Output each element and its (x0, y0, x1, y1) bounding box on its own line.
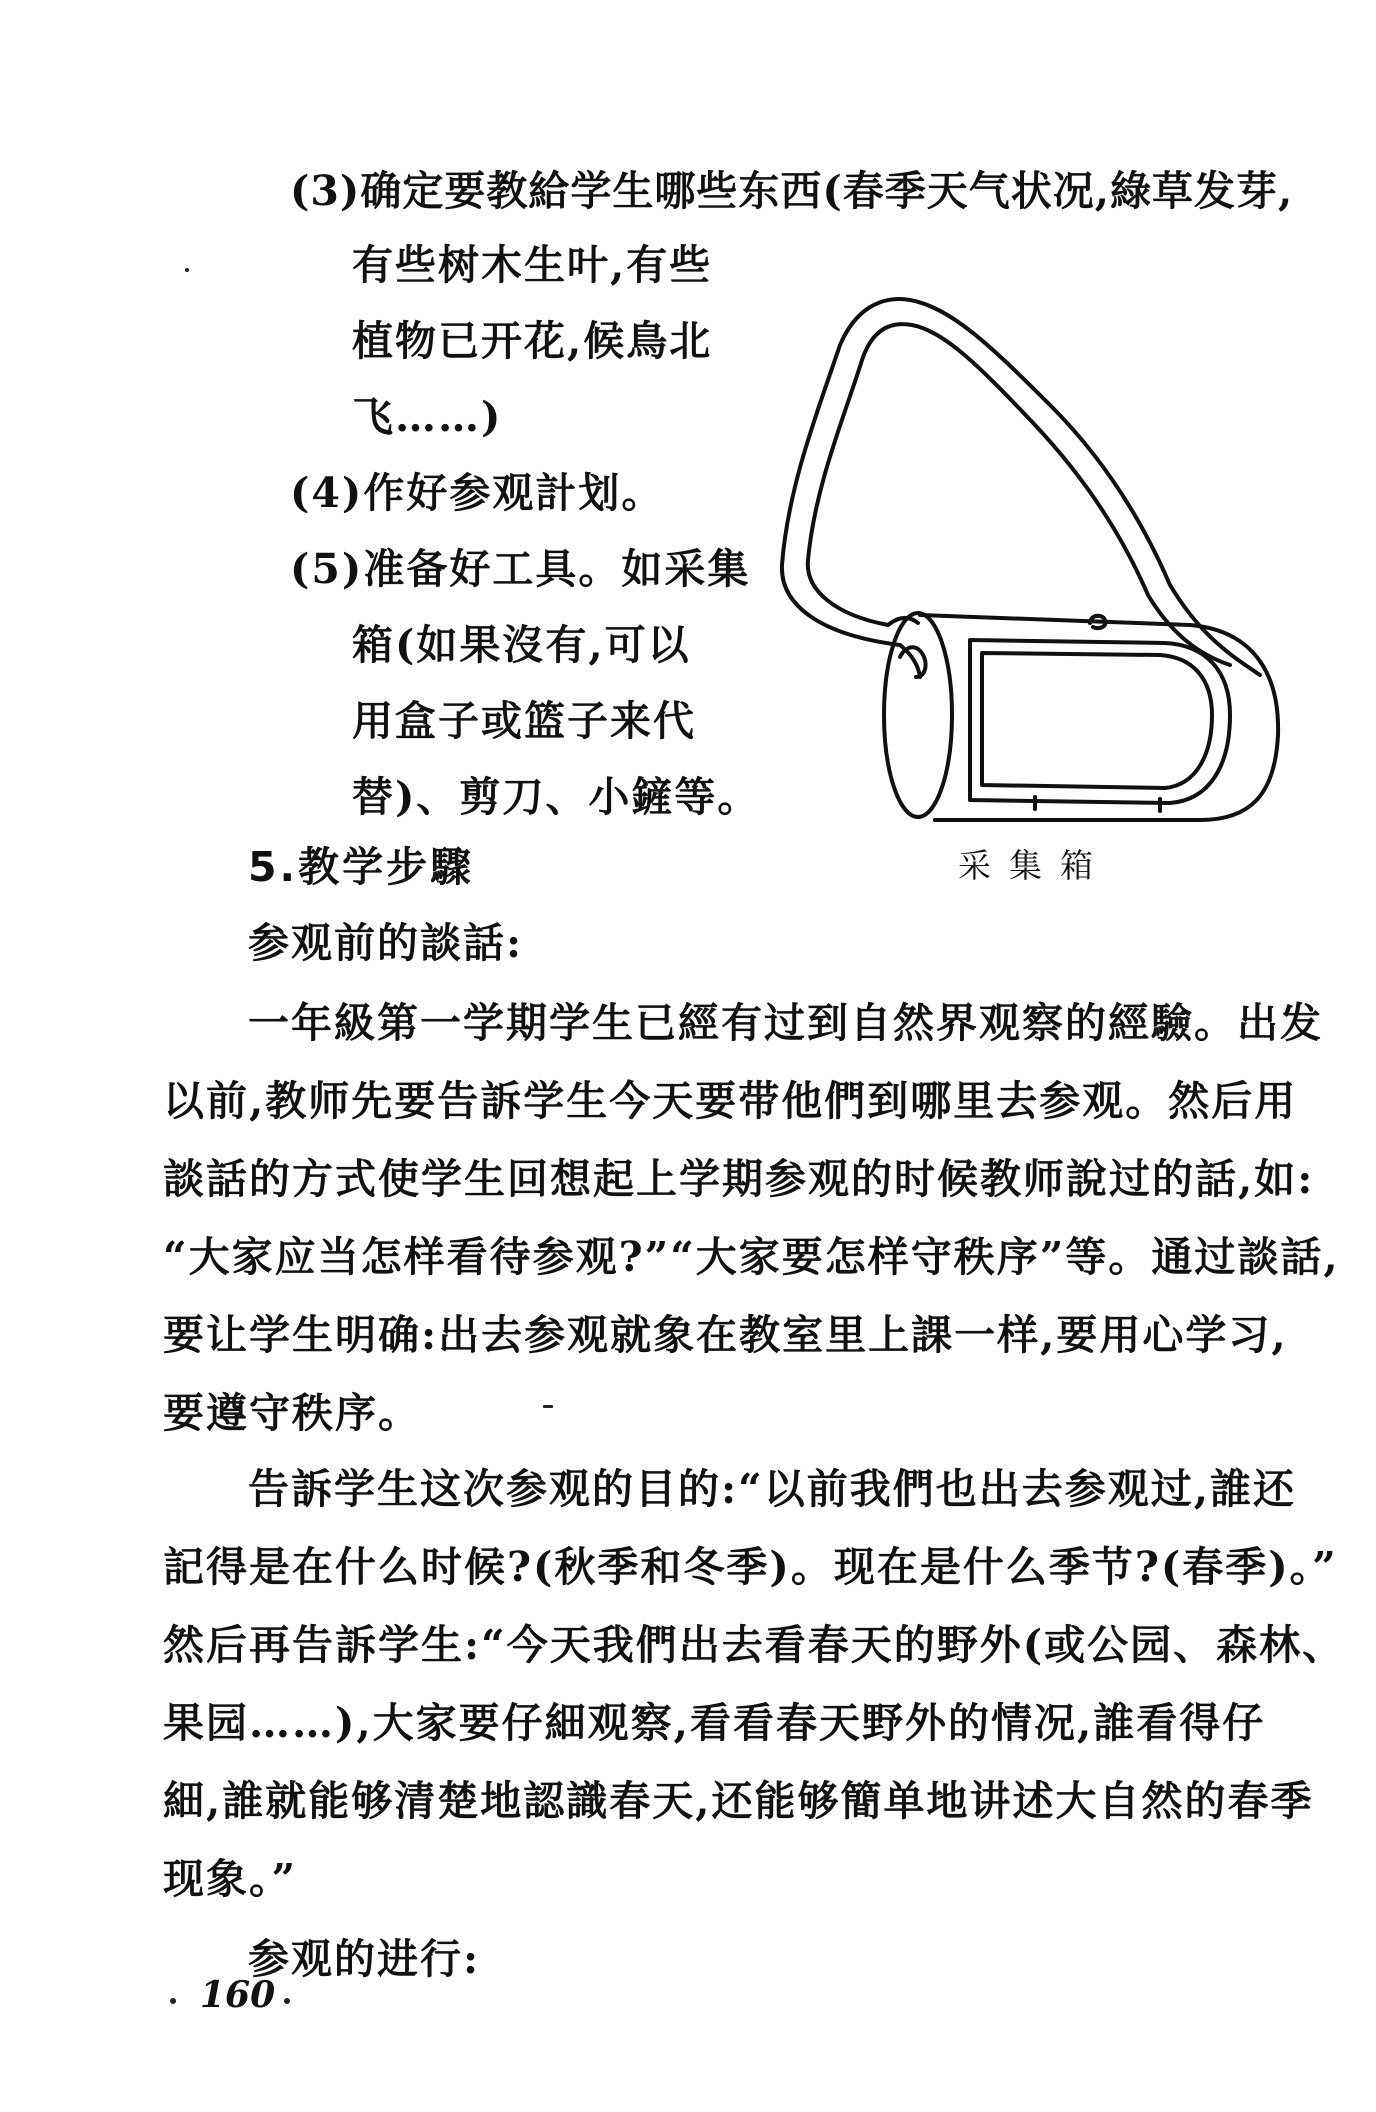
page-number-dot-right (284, 1998, 290, 2004)
para2-line-5: 細,誰就能够清楚地認識春天,还能够簡单地讲述大自然的春季 (163, 1777, 1314, 1825)
para2-line-3: 然后再告訴学生:“今天我們出去看春天的野外(或公园、森林、 (163, 1621, 1346, 1669)
para2-line-2: 記得是在什么时候?(秋季和冬季)。现在是什么季节?(春季)。” (163, 1543, 1338, 1591)
item-5-line-4: 替)、剪刀、小鏟等。 (352, 773, 761, 821)
subheading-visit-progress: 参观的进行: (248, 1935, 481, 1983)
para2-line-6: 现象。” (163, 1855, 298, 1903)
item-5-line-2: 箱(如果沒有,可以 (352, 621, 691, 669)
section-heading: 5.教学步驟 (248, 843, 475, 891)
item-4: (4)作好参观計划。 (290, 469, 665, 517)
subheading-before-visit: 参观前的談話: (248, 919, 524, 967)
para1-line-1: 一年級第一学期学生已經有过到自然界观察的經驗。出发 (248, 999, 1323, 1047)
page-number-dot-left (170, 1998, 176, 2004)
item-3-line-1: (3)确定要教給学生哪些东西(春季天气状况,綠草发芽, (290, 167, 1294, 215)
item-5-line-1: (5)准备好工具。如采集 (290, 545, 751, 593)
figure-caption: 采集箱 (958, 846, 1111, 885)
speck (185, 268, 189, 272)
item-3-line-3: 植物已开花,候鳥北 (352, 317, 713, 365)
para1-line-4: “大家应当怎样看待参观?”“大家要怎样守秩序”等。通过談話, (163, 1233, 1340, 1281)
para2-line-4: 果园……),大家要仔細观察,看看春天野外的情况,誰看得仔 (163, 1699, 1266, 1747)
speck (543, 1405, 553, 1408)
para1-line-2: 以前,教师先要告訴学生今天要带他們到哪里去参观。然后用 (163, 1077, 1298, 1125)
item-3-line-2: 有些树木生叶,有些 (352, 241, 713, 289)
item-3-line-4: 飞……) (352, 393, 503, 441)
para1-line-5: 要让学生明确:出去参观就象在教室里上課一样,要用心学习, (163, 1311, 1288, 1359)
item-5-line-3: 用盒子或篮子来代 (352, 697, 696, 745)
para2-line-1: 告訴学生这次参观的目的:“以前我們也出去参观过,誰还 (248, 1465, 1296, 1513)
para1-line-3: 談話的方式使学生回想起上学期参观的时候教师說过的話,如: (163, 1155, 1315, 1203)
collecting-box-illustration (760, 285, 1300, 845)
page-number: 160 (200, 1974, 276, 2016)
para1-line-6: 要遵守秩序。 (163, 1389, 421, 1437)
